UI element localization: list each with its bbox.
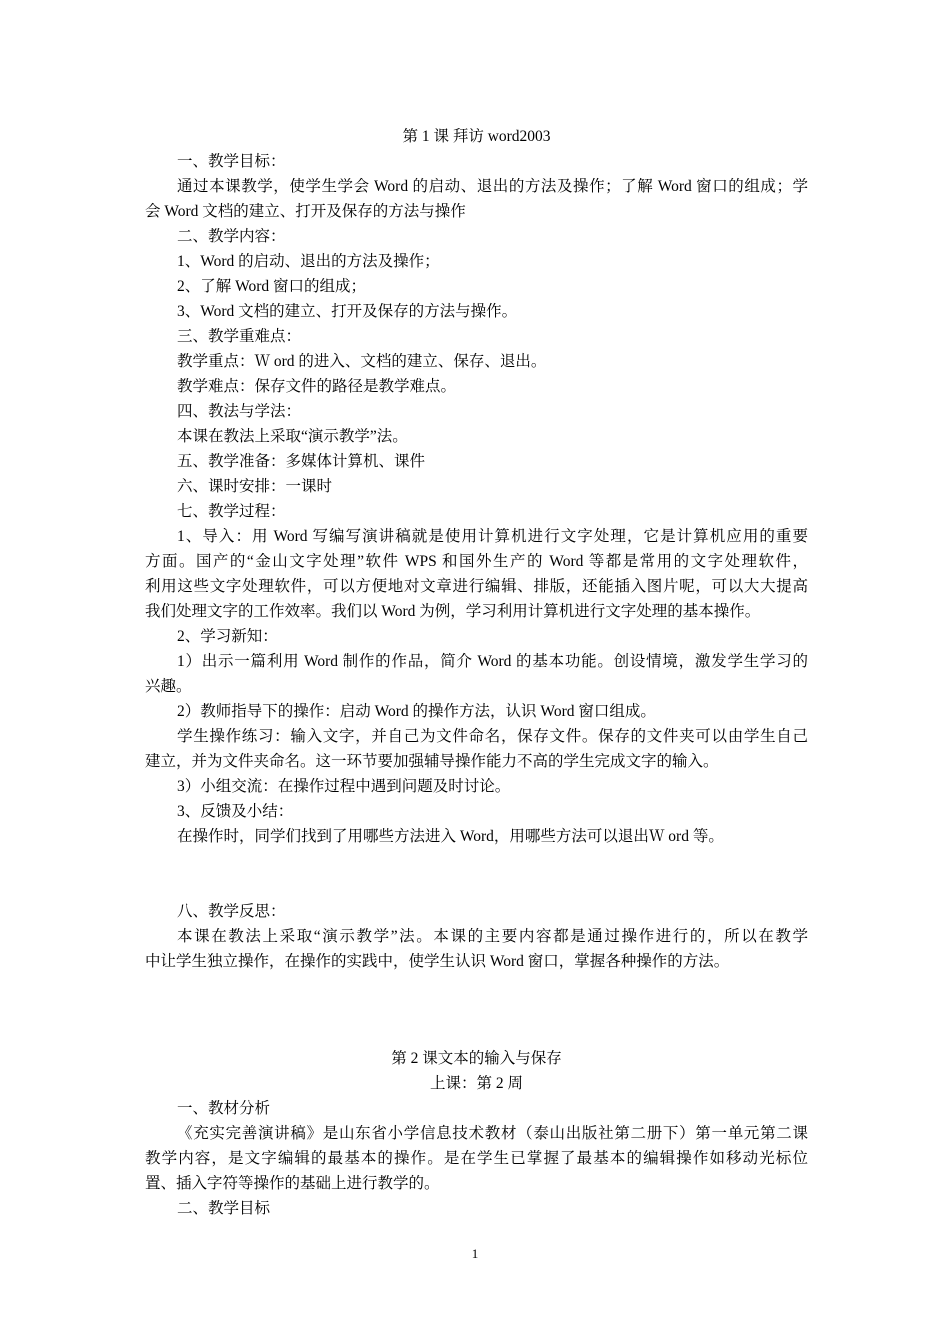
paragraph-line: 3、Word 文档的建立、打开及保存的方法与操作。 — [177, 303, 518, 320]
paragraph-line: 建立，并为文件夹命名。这一环节要加强辅导操作能力不高的学生完成文字的输入。 — [145, 753, 719, 770]
paragraph-line: 八、教学反思： — [177, 903, 286, 920]
paragraph-line: 学生操作练习：输入文字，并自己为文件命名，保存文件。保存的文件夹可以由学生自己 — [177, 728, 808, 745]
paragraph-line: 会 Word 文档的建立、打开及保存的方法与操作 — [145, 203, 466, 220]
paragraph-line: 教学重点：Ｗ ord 的进入、文档的建立、保存、退出。 — [177, 353, 547, 370]
paragraph-line: 二、教学内容： — [177, 228, 286, 245]
paragraph-line: 四、教法与学法： — [177, 403, 302, 420]
paragraph-line: 2、了解 Word 窗口的组成； — [177, 278, 367, 295]
page-number: 1 — [471, 1246, 479, 1261]
paragraph-line: 1）出示一篇利用 Word 制作的作品，简介 Word 的基本功能。创设情境，激发学生学习的 — [177, 653, 808, 670]
paragraph-line: 1、导入：用 Word 写编写演讲稿就是使用计算机进行文字处理，它是计算机应用的重要 — [177, 528, 808, 545]
paragraph-line: 利用这些文字处理软件，可以方便地对文章进行编辑、排版，还能插入图片呢，可以大大提高 — [145, 578, 808, 595]
paragraph-line: 六、课时安排：一课时 — [177, 478, 333, 495]
paragraph-line: 兴趣。 — [145, 678, 192, 695]
paragraph-line: 五、教学准备：多媒体计算机、课件 — [177, 453, 426, 470]
lesson2-subtitle: 上课：第 2 周 — [429, 1075, 523, 1092]
paragraph-line: 二、教学目标 — [177, 1200, 271, 1217]
paragraph-line: 3、反馈及小结： — [177, 803, 294, 820]
paragraph-line: 方面。国产的“金山文字处理”软件 WPS 和国外生产的 Word 等都是常用的文字处理软件， — [145, 553, 808, 570]
paragraph-line: 置、插入字符等操作的基础上进行教学的。 — [145, 1175, 440, 1192]
lesson1-title: 第 1 课 拜访 word2003 — [402, 128, 551, 145]
paragraph-line: 中让学生独立操作，在操作的实践中，使学生认识 Word 窗口，掌握各种操作的方法。 — [145, 953, 730, 970]
paragraph-line: 本课在教法上采取“演示教学”法。本课的主要内容都是通过操作进行的，所以在教学 — [177, 928, 808, 945]
paragraph-line: 本课在教法上采取“演示教学”法。 — [177, 428, 408, 445]
paragraph-line: 我们处理文字的工作效率。我们以 Word 为例，学习利用计算机进行文字处理的基本操作。 — [145, 603, 761, 620]
lesson2-title: 第 2 课文本的输入与保存 — [391, 1050, 562, 1067]
paragraph-line: 三、教学重难点： — [177, 328, 302, 345]
paragraph-line: 2、学习新知： — [177, 628, 278, 645]
paragraph-line: 七、教学过程： — [177, 503, 286, 520]
paragraph-line: 教学内容，是文字编辑的最基本的操作。是在学生已掌握了最基本的编辑操作如移动光标位 — [145, 1150, 808, 1167]
paragraph-line: 在操作时，同学们找到了用哪些方法进入 Word，用哪些方法可以退出Ｗ ord 等。 — [177, 828, 724, 845]
paragraph-line: 一、教材分析 — [177, 1100, 271, 1117]
paragraph-line: 通过本课教学，使学生学会 Word 的启动、退出的方法及操作；了解 Word 窗口的组成；学 — [177, 178, 808, 195]
paragraph-line: 1、Word 的启动、退出的方法及操作； — [177, 253, 440, 270]
paragraph-line: 《充实完善演讲稿》是山东省小学信息技术教材（泰山出版社第二册下）第一单元第二课 — [177, 1125, 808, 1142]
paragraph-line: 一、教学目标： — [177, 153, 286, 170]
paragraph-line: 教学难点：保存文件的路径是教学难点。 — [177, 378, 457, 395]
paragraph-line: 3）小组交流：在操作过程中遇到问题及时讨论。 — [177, 778, 511, 795]
paragraph-line: 2）教师指导下的操作：启动 Word 的操作方法，认识 Word 窗口组成。 — [177, 703, 656, 720]
